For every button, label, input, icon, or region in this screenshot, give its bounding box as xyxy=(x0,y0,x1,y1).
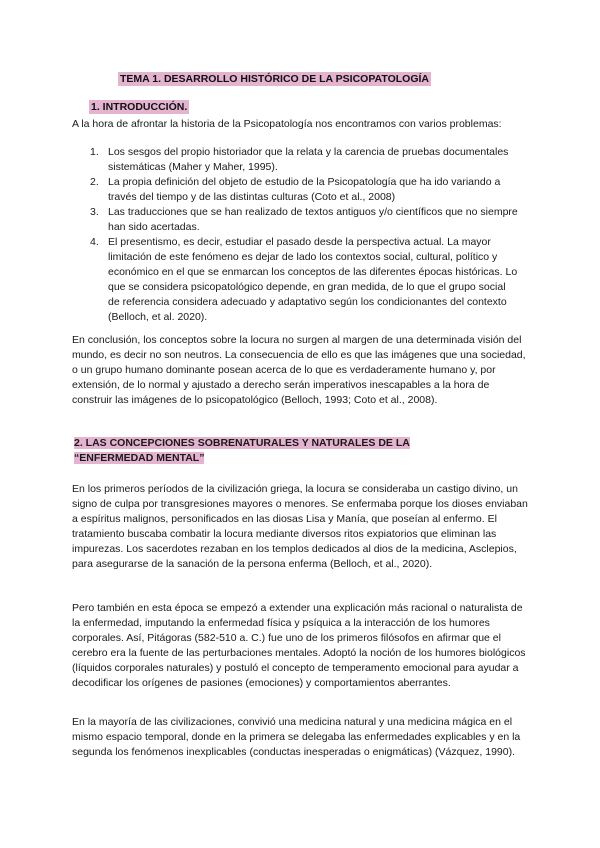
section-1-conclusion: En conclusión, los conceptos sobre la locura no surgen al margen de una determinada visión del mundo, es decir no son neutros. La consecuencia de ello es que las imágenes que una sociedad, o un grupo humano dominante posean acerca de lo que es verdaderamente humano y, por extensión, de lo normal y ajustado a derecho serán imperativos inescapables a la hora de construir las imágenes de lo psicopatológico (Belloch, 1993; Coto et al., 2008). xyxy=(72,334,526,406)
list-item-text: La propia definición del objeto de estudio de la Psicopatología que ha ido variando a través del tiempo y de las distintas culturas (Coto et al., 2008) xyxy=(108,176,501,203)
list-item-number: 1. xyxy=(90,146,99,158)
list-item-number: 2. xyxy=(90,176,99,188)
list-item-text: El presentismo, es decir, estudiar el pasado desde la perspectiva actual. La mayor limitación de este fenómeno es dejar de lado los contextos social, cultural, político y económico en el que se enmarcan los conceptos de las diferentes épocas históricas. Lo que se considera psicopatológico depende, en gran medida, de lo que el grupo social de referencia considera adecuado y adaptativo según los condicionantes del contexto (Belloch, et al. 2020). xyxy=(108,236,518,323)
section-2-heading-text: 2. LAS CONCEPCIONES SOBRENATURALES Y NATURALES DE LA “ENFERMEDAD MENTAL” xyxy=(74,437,410,464)
list-item xyxy=(90,175,518,205)
section-1-intro: A la hora de afrontar la historia de la Psicopatología nos encontramos con varios problemas: xyxy=(72,118,502,130)
problems-list xyxy=(90,145,518,325)
list-item xyxy=(90,235,518,325)
list-item xyxy=(90,205,518,235)
list-item-text: Las traducciones que se han realizado de textos antiguos y/o científicos que no siempre han sido acertadas. xyxy=(108,206,518,233)
list-item-number: 3. xyxy=(90,206,99,218)
section-2-paragraph-3: En la mayoría de las civilizaciones, convivió una medicina natural y una medicina mágica en el mismo espacio temporal, donde en la primera se delegaba las enfermedades explicables y en la segunda los fenómenos inexplicables (conductas inesperadas o enigmáticas) (Vázquez, 1990). xyxy=(72,716,521,758)
section-2-heading xyxy=(72,436,466,466)
document-title: TEMA 1. DESARROLLO HISTÓRICO DE LA PSICOPATOLOGÍA xyxy=(120,73,429,85)
section-1-heading: 1. INTRODUCCIÓN. xyxy=(91,101,188,113)
list-item-text: Los sesgos del propio historiador que la relata y la carencia de pruebas documentales sistemáticas (Maher y Maher, 1995). xyxy=(108,146,509,173)
list-item-number: 4. xyxy=(90,236,99,248)
section-2-paragraph-1: En los primeros períodos de la civilización griega, la locura se consideraba un castigo divino, un signo de culpa por transgresiones mayores o menores. Se enfermaba porque los dioses enviaban a espíritus malignos, personificados en las diosas Lisa y Manía, que poseían al enfermo. El tratamiento buscaba combatir la locura mediante diversos ritos expiatorios que eliminan las impurezas. Los sacerdotes rezaban en los templos dedicados al dios de la medicina, Asclepios, para asegurarse de la sanación de la persona enferma (Belloch, et al., 2020). xyxy=(72,483,528,570)
list-item xyxy=(90,145,518,175)
section-2-paragraph-2: Pero también en esta época se empezó a extender una explicación más racional o naturalista de la enfermedad, imputando la enfermedad física y psíquica a la interacción de los humores corporales. Así, Pitágoras (582-510 a. C.) fue uno de los primeros filósofos en afirmar que el cerebro era la fuente de las perturbaciones mentales. Adoptó la noción de los humores biológicos (líquidos corporales naturales) y postuló el concepto de temperamento emocional para ayudar a decodificar los orígenes de pasiones (emociones) y comportamientos aberrantes. xyxy=(72,602,526,689)
